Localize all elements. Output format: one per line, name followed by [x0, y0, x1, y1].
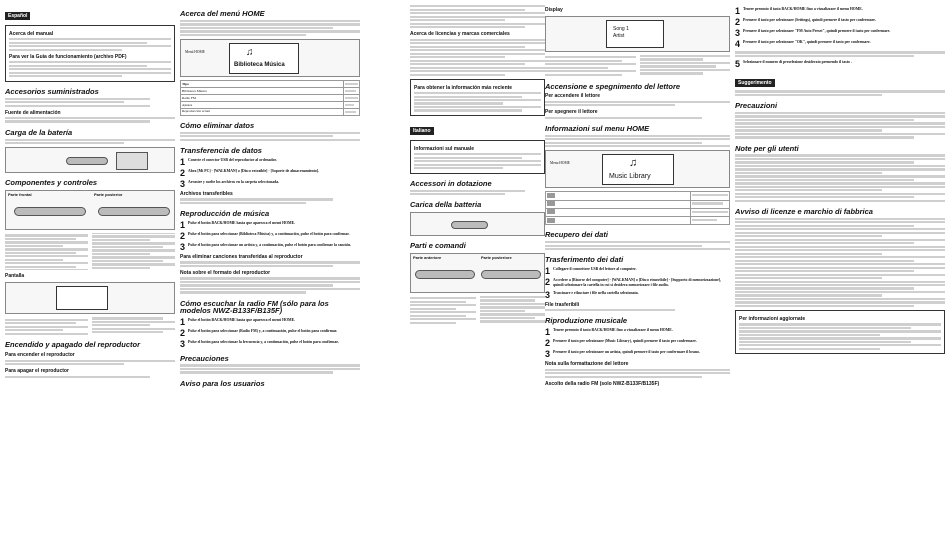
heading-fm-it: Ascolto della radio FM (solo NWZ-B133F/B135F)	[545, 380, 660, 387]
manual-info-box-it	[410, 140, 545, 174]
music-note-icon: ♫	[246, 47, 254, 58]
home-menu-figure	[180, 39, 360, 77]
charging-figure	[5, 147, 175, 173]
display-figure-it	[545, 16, 730, 52]
table-cell: Reproducción actual	[181, 108, 344, 115]
heading-licenses: Acerca de licencias y marcas comerciales	[410, 31, 510, 38]
play-step-1: 1 Pulse el botón BACK/HOME hasta que aparezca el menú HOME.	[180, 219, 296, 230]
player-front-image	[14, 207, 86, 216]
transfer-step-2-it: 2 Accedere a [Risorse del computer] - [WALKMAN] o [Disco rimovibile] - [Supporto di memorizzazione], quindi selezionare la cartella in cui si desidera memorizzare i file audio.	[545, 277, 722, 288]
play-step-3-it: 3 Premere il tasto per selezionare un artista, quindi premere il tasto per confermare il brano.	[545, 349, 700, 360]
display-figure	[5, 282, 175, 314]
box-subtitle: Para ver la Guía de funcionamiento (archivo PDF)	[9, 53, 127, 60]
player-device-image	[66, 157, 108, 165]
home-menu-label-it: Menu HOME	[550, 161, 570, 166]
transfer-step-2: 2 Abra [Mi PC] - [WALKMAN] o [Disco extraíble] - [Soporte de almacenamiento].	[180, 167, 319, 178]
box2-title: Informazioni sul manuale	[414, 145, 475, 152]
language-tag-spanish: Español	[5, 12, 30, 20]
table-row	[546, 216, 730, 224]
transfer-step-1-it: 1 Collegare il connettore USB del lettore al computer.	[545, 266, 637, 277]
menu-icon	[547, 218, 555, 223]
table-row	[181, 108, 360, 115]
play-step-2: 2 Pulse el botón para seleccionar (Biblioteca Música) y, a continuación, pulse el botón para confirmar.	[180, 230, 350, 241]
heading-fm-radio: Cómo escuchar la radio FM (sólo para los modelos NWZ-B133F/B135F)	[180, 298, 329, 316]
heading-precautions: Precauciones	[180, 353, 229, 363]
table-cell: Biblioteca Música	[181, 87, 344, 94]
home-menu-screen	[229, 43, 299, 74]
box-title: Acerca del manual	[9, 31, 54, 37]
table-cell: Tipo	[181, 81, 344, 88]
radio-step-1: 1 Pulse el botón BACK/HOME hasta que aparezca el menú HOME.	[180, 317, 296, 328]
subhead-power-off-it: Per spegnere il lettore	[545, 109, 598, 116]
player-front-image	[415, 270, 475, 279]
radio-step-1-it: 1 Tenere premuto il tasto BACK/HOME fino a visualizzare il menu HOME.	[735, 6, 863, 16]
heading-delete-data: Cómo eliminar datos	[180, 120, 255, 130]
heading-components: Componentes y controles	[5, 178, 98, 188]
table-row	[181, 81, 360, 88]
home-menu-screen-it	[602, 154, 674, 185]
screen-artist: Artist	[613, 33, 625, 39]
screen-song-title: Song 1	[613, 26, 629, 32]
latest-info-title-it: Per informazioni aggiornate	[739, 316, 806, 323]
table-row	[546, 192, 730, 200]
radio-step-5-it: 5 Selezionare il numero di preselezione desiderato premendo il tasto .	[735, 59, 852, 70]
heading-music-playback: Reproducción de música	[180, 209, 270, 218]
subhead-power-on-it: Per accendere il lettore	[545, 93, 601, 100]
play-step-1-it: 1 Tenere premuto il tasto BACK/HOME fino a visualizzare il menu HOME.	[545, 327, 673, 338]
menu-icon	[547, 201, 555, 206]
parts-figure-it	[410, 253, 545, 293]
display-label: Display	[545, 7, 563, 13]
music-note-icon: ♫	[629, 157, 638, 170]
latest-info-box	[410, 79, 545, 116]
heading-transfer: Transferencia de datos	[180, 145, 262, 155]
heading-home-menu-it: Informazioni sul menu HOME	[545, 123, 650, 133]
charging-figure-it	[410, 212, 545, 236]
component-callouts	[5, 233, 175, 270]
music-library-title: Biblioteca Música	[234, 62, 285, 68]
heading-parts-it: Parti e comandi	[410, 241, 466, 251]
player-device-image	[451, 221, 488, 229]
transfer-step-3: 3 Arrastre y suelte los archivos en la carpeta seleccionada.	[180, 178, 280, 189]
heading-user-notes-it: Note per gli utenti	[735, 143, 799, 153]
heading-battery-it: Carica della batteria	[410, 200, 482, 210]
heading-home-menu: Acerca del menú HOME	[180, 9, 265, 18]
computer-image	[116, 152, 148, 170]
heading-transfer-it: Trasferimento dei dati	[545, 255, 624, 265]
display-screen-image	[56, 286, 108, 310]
column-1	[5, 4, 175, 538]
components-figure	[5, 190, 175, 230]
menu-icon	[547, 209, 555, 214]
tip-tag: Suggerimento	[735, 79, 775, 87]
subhead-power-on: Para encender el reproductor	[5, 352, 75, 359]
column-4	[545, 4, 730, 538]
radio-step-4-it: 4 Premere il tasto per selezionare "OK", quindi premere il tasto per confermare.	[735, 39, 871, 50]
subhead-delete-songs: Para eliminar canciones transferidas al reproductor	[180, 254, 303, 261]
table-row	[181, 94, 360, 101]
radio-step-3-it: 3 Premere il tasto per selezionare "FM Auto Preset", quindi premere il tasto per confermare.	[735, 28, 891, 39]
home-menu-table-it	[545, 191, 730, 225]
heading-display: Pantalla	[5, 273, 25, 280]
radio-step-2: 2 Pulse el botón para seleccionar (Radio FM) y, a continuación, pulse el botón para confirmar.	[180, 328, 338, 339]
play-step-3: 3 Pulse el botón para seleccionar un artista y, a continuación, pulse el botón para confirmar la canción.	[180, 242, 352, 253]
transfer-step-3-it: 3 Trascinare e rilasciare i file nella cartella selezionata.	[545, 289, 639, 300]
home-menu-label: Menú HOME	[185, 50, 205, 54]
column-3	[410, 4, 545, 538]
subhead-files-it: File trasferibili	[545, 301, 580, 308]
heading-precautions-it: Precauzioni	[735, 101, 778, 111]
menu-icon	[547, 193, 555, 198]
back-label-it: Parte posteriore	[481, 254, 512, 260]
table-row	[181, 87, 360, 94]
subhead-format-note: Nota sobre el formato del reproductor	[180, 270, 271, 277]
table-row	[546, 200, 730, 208]
display-screen	[606, 20, 664, 48]
heading-accessories: Accesorios suministrados	[5, 86, 99, 96]
column-5	[735, 4, 945, 538]
heading-playback-it: Riproduzione musicale	[545, 316, 628, 326]
home-menu-figure-it	[545, 150, 730, 188]
front-label-it: Parte anteriore	[413, 254, 442, 260]
heading-power-source: Fuente de alimentación	[5, 109, 61, 116]
player-back-image	[481, 270, 541, 279]
table-cell: Radio FM	[181, 94, 344, 101]
heading-battery-charge: Carga de la batería	[5, 127, 73, 137]
player-back-image	[98, 207, 170, 216]
music-library-title-it: Music Library	[609, 173, 651, 181]
subhead-transferable-files: Archivos transferibles	[180, 191, 233, 198]
manual-info-box	[5, 25, 175, 82]
latest-info-box-it	[735, 310, 945, 354]
transfer-step-1: 1 Conecte el conector USB del reproductor al ordenador.	[180, 156, 277, 167]
home-menu-table	[180, 80, 360, 116]
play-step-2-it: 2 Premere il tasto per selezionare (Music Library), quindi premere il tasto per confermare.	[545, 338, 697, 349]
heading-power-it: Accensione e spegnimento del lettore	[545, 81, 681, 91]
language-tag-italian: Italiano	[410, 127, 434, 135]
heading-licenses-it: Avviso di licenze e marchio di fabbrica	[735, 206, 873, 216]
table-row	[181, 101, 360, 108]
heading-data-recovery: Recupero dei dati	[545, 230, 608, 240]
column-2	[180, 4, 360, 538]
subhead-power-off: Para apagar el reproductor	[5, 368, 69, 375]
table-row	[546, 208, 730, 216]
front-label: Parte frontal	[8, 192, 32, 198]
latest-info-title: Para obtener la información más reciente	[414, 84, 513, 91]
table-cell: Ajustes	[181, 101, 344, 108]
heading-accessories-it: Accessori in dotazione	[410, 178, 492, 188]
back-label: Parte posterior	[94, 192, 123, 198]
radio-step-2-it: 2 Premere il tasto per selezionare (Settings), quindi premere il tasto per confermare.	[735, 17, 876, 28]
subhead-format-it: Nota sulla formattazione del lettore	[545, 361, 629, 368]
heading-power-on-off: Encendido y apagado del reproductor	[5, 340, 141, 350]
heading-user-notice: Aviso para los usuarios	[180, 378, 265, 388]
radio-step-3: 3 Pulse el botón para seleccionar la frecuencia y, a continuación, pulse el botón para confirmar.	[180, 339, 339, 350]
